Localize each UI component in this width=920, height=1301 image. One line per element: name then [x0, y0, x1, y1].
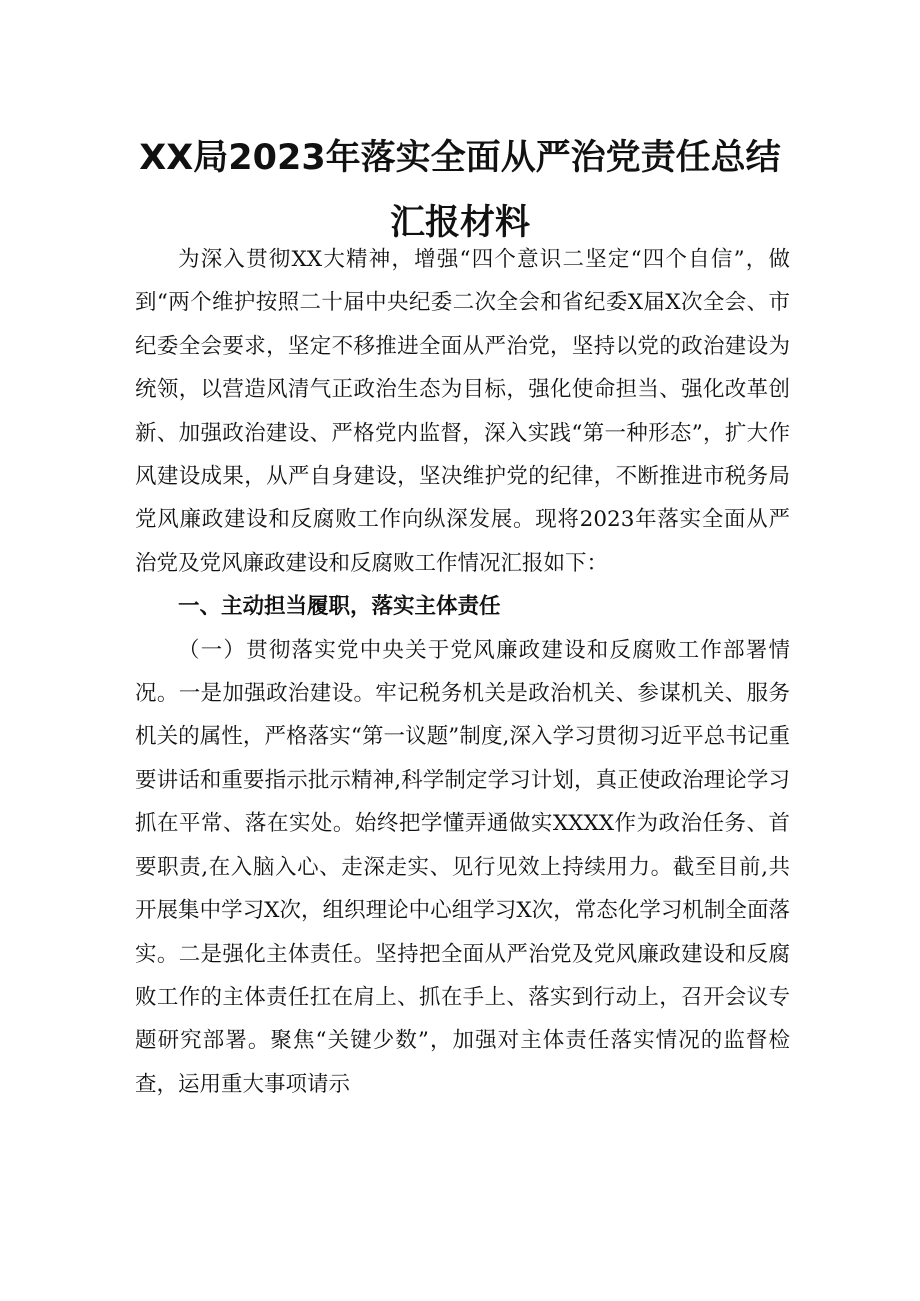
- document-title-line-2: 汇报材料: [389, 203, 530, 243]
- document-body: [135, 238, 790, 1106]
- section-1-paragraph: （一）贯彻落实党中央关于党风廉政建设和反腐败工作部署情况。一是加强政治建设。牢记税务机关是政治机关、参谋机关、服务机关的属性，严格落实“第一议题”制度,深入学习贯彻习近平总书记重要讲话和重要指示批示精神,科学制定学习计划，真正使政治理论学习抓在平常、落在实处。始终把学懂弄通做实XXXX作为政治任务、首要职责,在入脑入心、走深走实、见行见效上持续用力。截至目前,共开展集中学习X次，组织理论中心组学习X次，常态化学习机制全面落实。二是强化主体责任。坚持把全面从严治党及党风廉政建设和反腐败工作的主体责任扛在肩上、抓在手上、落实到行动上，召开会议专题研究部署。聚焦“关键少数”，加强对主体责任落实情况的监督检查，运用重大事项请示: [135, 637, 790, 1097]
- document-title-line-1: XX局2023年落实全面从严治党责任总结: [139, 138, 781, 178]
- intro-paragraph: 为深入贯彻XX大精神，增强“四个意识二坚定“四个自信”，做到“两个维护按照二十届中央纪委二次全会和省纪委X届X次全会、市纪委全会要求，坚定不移推进全面从严治党，坚持以党的政治建设为统领，以营造风清气正政治生态为目标，强化使命担当、强化改革创新、加强政治建设、严格党内监督，深入实践“第一种形态”，扩大作风建设成果，从严自身建设，坚决维护党的纪律，不断推进市税务局党风廉政建设和反腐败工作向纵深发展。现将2023年落实全面从严治党及党风廉政建设和反腐败工作情况汇报如下：: [135, 247, 790, 576]
- section-1-heading: 一、主动担当履职，落实主体责任: [178, 594, 501, 620]
